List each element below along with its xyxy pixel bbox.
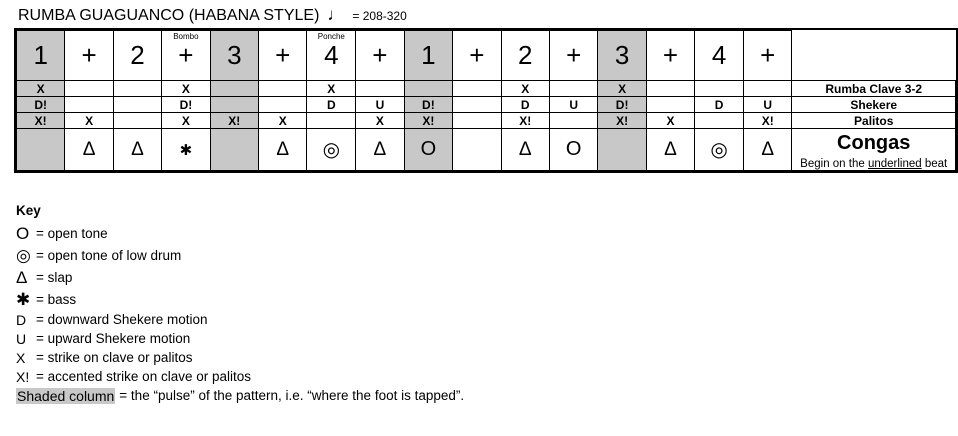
pattern-cell [598,97,646,113]
pattern-cell [743,113,791,129]
slap-glyph: Δ [82,139,96,160]
pattern-cell [65,113,113,129]
key-symbol: X [16,349,26,366]
stroke-label: X [36,81,45,96]
pattern-cell [356,113,404,129]
beat-label: 1 [421,40,436,70]
beat-cell [453,31,501,81]
pattern-cell [65,81,113,97]
beat-label: + [275,40,291,70]
beat-cell [646,31,694,81]
beat-label: + [566,40,582,70]
slap-glyph: Δ [761,139,775,160]
pattern-cell [695,113,744,129]
key-description: = bass [36,291,77,307]
pattern-cell [695,81,744,97]
rhythm-grid [16,30,956,171]
slap-glyph: Δ [131,139,144,160]
table-row [17,129,956,171]
pattern-cell [17,97,65,113]
instrument-label [792,129,956,171]
stroke-label: X [181,81,190,96]
pattern-cell [210,81,258,97]
pattern-cell [162,129,210,171]
pattern-cell [598,129,646,171]
pattern-cell [113,113,161,129]
beat-label: + [469,40,485,70]
slap-glyph: Δ [664,139,677,160]
key-item [16,367,464,386]
stroke-label: X! [228,113,241,128]
rhythm-chart [14,28,958,173]
key-symbol: U [16,330,27,347]
key-description: = strike on clave or palitos [36,350,193,365]
key-description: = accented strike on clave or palitos [36,369,251,384]
key-item [16,244,464,266]
pattern-cell [501,81,549,97]
stroke-label: X [85,113,94,128]
stroke-label: X [327,81,336,96]
key-description: = upward Shekere motion [36,331,191,346]
stroke-label: D! [422,97,435,112]
pattern-cell [501,97,549,113]
pattern-cell [65,97,113,113]
key-symbol: X! [16,368,30,385]
beat-marker-label: Bombo [173,32,199,41]
underlined-word: underlined [867,158,922,170]
key-item [16,288,464,310]
pattern-cell [549,129,598,171]
table-row [17,97,956,113]
pattern-cell [307,81,356,97]
pattern-cell [453,81,501,97]
stroke-label: X! [34,113,47,128]
pattern-cell [453,113,501,129]
key-description: = open tone of low drum [36,247,182,263]
stroke-label: D [520,97,530,112]
key-item [16,386,464,405]
instrument-note: Begin on the underlined beat [800,158,948,170]
beat-label: + [372,40,388,70]
instrument-label [792,113,956,129]
stroke-label: D [326,97,336,112]
key-item [16,266,464,288]
open-glyph: O [420,138,437,160]
instrument-label [792,81,956,97]
pattern-cell [743,81,791,97]
stroke-label: D! [615,97,629,112]
pattern-cell [743,129,791,171]
lowopen-glyph: ◎ [322,139,341,161]
beat-marker-label: Ponche [317,32,345,41]
key-symbol: ✱ [16,289,31,309]
pattern-cell [646,81,694,97]
pattern-cell [113,129,161,171]
stroke-label: U [375,97,385,112]
pattern-cell [210,129,258,171]
slap-glyph: Δ [276,139,290,160]
pattern-cell [404,81,453,97]
pattern-cell [258,81,306,97]
key-symbol: D [16,311,27,328]
beat-label: 3 [227,40,242,70]
key-symbol: O [16,223,30,243]
table-row [17,113,956,129]
lowopen-glyph: ◎ [710,139,728,161]
pattern-cell [743,97,791,113]
pattern-cell [646,113,694,129]
beat-cell [501,31,549,81]
beat-label: 4 [711,40,727,70]
pattern-cell [695,129,744,171]
beat-label: + [81,40,97,70]
stroke-label: D [714,97,724,112]
stroke-label: X [618,81,627,96]
pattern-cell [404,97,453,113]
stroke-label: X [521,81,530,96]
beat-label: + [662,40,679,70]
pattern-cell [210,113,258,129]
stroke-label: X! [422,113,435,128]
stroke-label: X [666,113,675,128]
pattern-cell [356,81,404,97]
stroke-label: X! [616,113,629,128]
key-description: = downward Shekere motion [36,312,208,327]
pattern-cell [549,81,598,97]
beat-cell [598,31,646,81]
pattern-cell [210,97,258,113]
key-symbol: Δ [16,267,28,287]
beat-label: 2 [518,40,533,70]
pattern-cell [356,97,404,113]
pattern-cell [258,97,306,113]
open-glyph: O [565,138,582,160]
instrument-label [792,97,956,113]
beat-cell [549,31,598,81]
instrument-name: Rumba Clave 3-2 [825,81,923,96]
instrument-name: Shekere [850,97,898,112]
beat-cell [695,31,744,81]
pattern-cell [307,113,356,129]
table-row [17,81,956,97]
beat-label: + [760,40,776,70]
beat-cell [113,31,161,81]
beat-label: + [178,40,194,70]
beat-cell [307,31,356,81]
stroke-label: X [375,113,384,128]
beat-cell [65,31,113,81]
page-title [18,6,407,25]
pattern-cell [453,129,501,171]
pattern-cell [695,97,744,113]
beat-label: 2 [130,40,145,70]
tempo-marking: = 208-320 [352,9,407,23]
pattern-cell [646,129,694,171]
page-title-text: RUMBA GUAGUANCO (HABANA STYLE) [18,7,320,24]
pattern-cell [501,129,549,171]
pattern-cell [404,129,453,171]
beat-header-row [17,31,956,81]
pattern-cell [307,97,356,113]
pattern-cell [162,81,210,97]
pattern-cell [258,129,306,171]
header-spacer [792,31,956,81]
beat-cell [210,31,258,81]
key-legend [16,203,464,405]
stroke-label: X! [761,113,774,128]
key-description: = slap [36,269,73,285]
stroke-label: U [569,97,579,112]
stroke-label: D! [34,97,48,112]
slap-glyph: Δ [373,139,387,160]
pattern-cell [258,113,306,129]
stroke-label: X [181,113,190,128]
pattern-cell [549,97,598,113]
instrument-name: Palitos [854,113,894,128]
pattern-cell [162,113,210,129]
pattern-cell [598,81,646,97]
pattern-cell [162,97,210,113]
stroke-label: D! [179,97,193,112]
key-item [16,329,464,348]
pattern-cell [307,129,356,171]
instrument-name: Congas [837,132,911,154]
key-description: = open tone [36,225,108,241]
pattern-cell [404,113,453,129]
shaded-column-swatch: Shaded column [17,387,115,404]
beat-label: 1 [33,40,48,70]
key-symbol: ◎ [16,245,31,265]
pattern-cell [453,97,501,113]
beat-cell [743,31,791,81]
pattern-cell [598,113,646,129]
beat-cell [356,31,404,81]
key-item [16,348,464,367]
pattern-cell [17,113,65,129]
pattern-cell [113,97,161,113]
beat-cell [162,31,210,81]
key-description: = the “pulse” of the pattern, i.e. “where the foot is tapped”. [119,388,465,403]
key-symbol [16,389,115,403]
quarter-note-icon: ♩ [327,5,345,24]
beat-cell [258,31,306,81]
pattern-cell [646,97,694,113]
beat-label: 3 [614,40,630,70]
pattern-cell [17,129,65,171]
pattern-cell [17,81,65,97]
pattern-cell [113,81,161,97]
pattern-cell [501,113,549,129]
beat-label: 4 [324,40,339,70]
key-item [16,310,464,329]
pattern-cell [65,129,113,171]
key-title: Key [16,203,41,218]
pattern-cell [549,113,598,129]
key-item [16,222,464,244]
slap-glyph: Δ [518,139,532,160]
stroke-label: U [763,97,773,112]
pattern-cell [356,129,404,171]
beat-cell [17,31,65,81]
stroke-label: X [278,113,287,128]
beat-cell [404,31,453,81]
stroke-label: X! [519,113,532,128]
bass-glyph: ✱ [179,142,193,159]
